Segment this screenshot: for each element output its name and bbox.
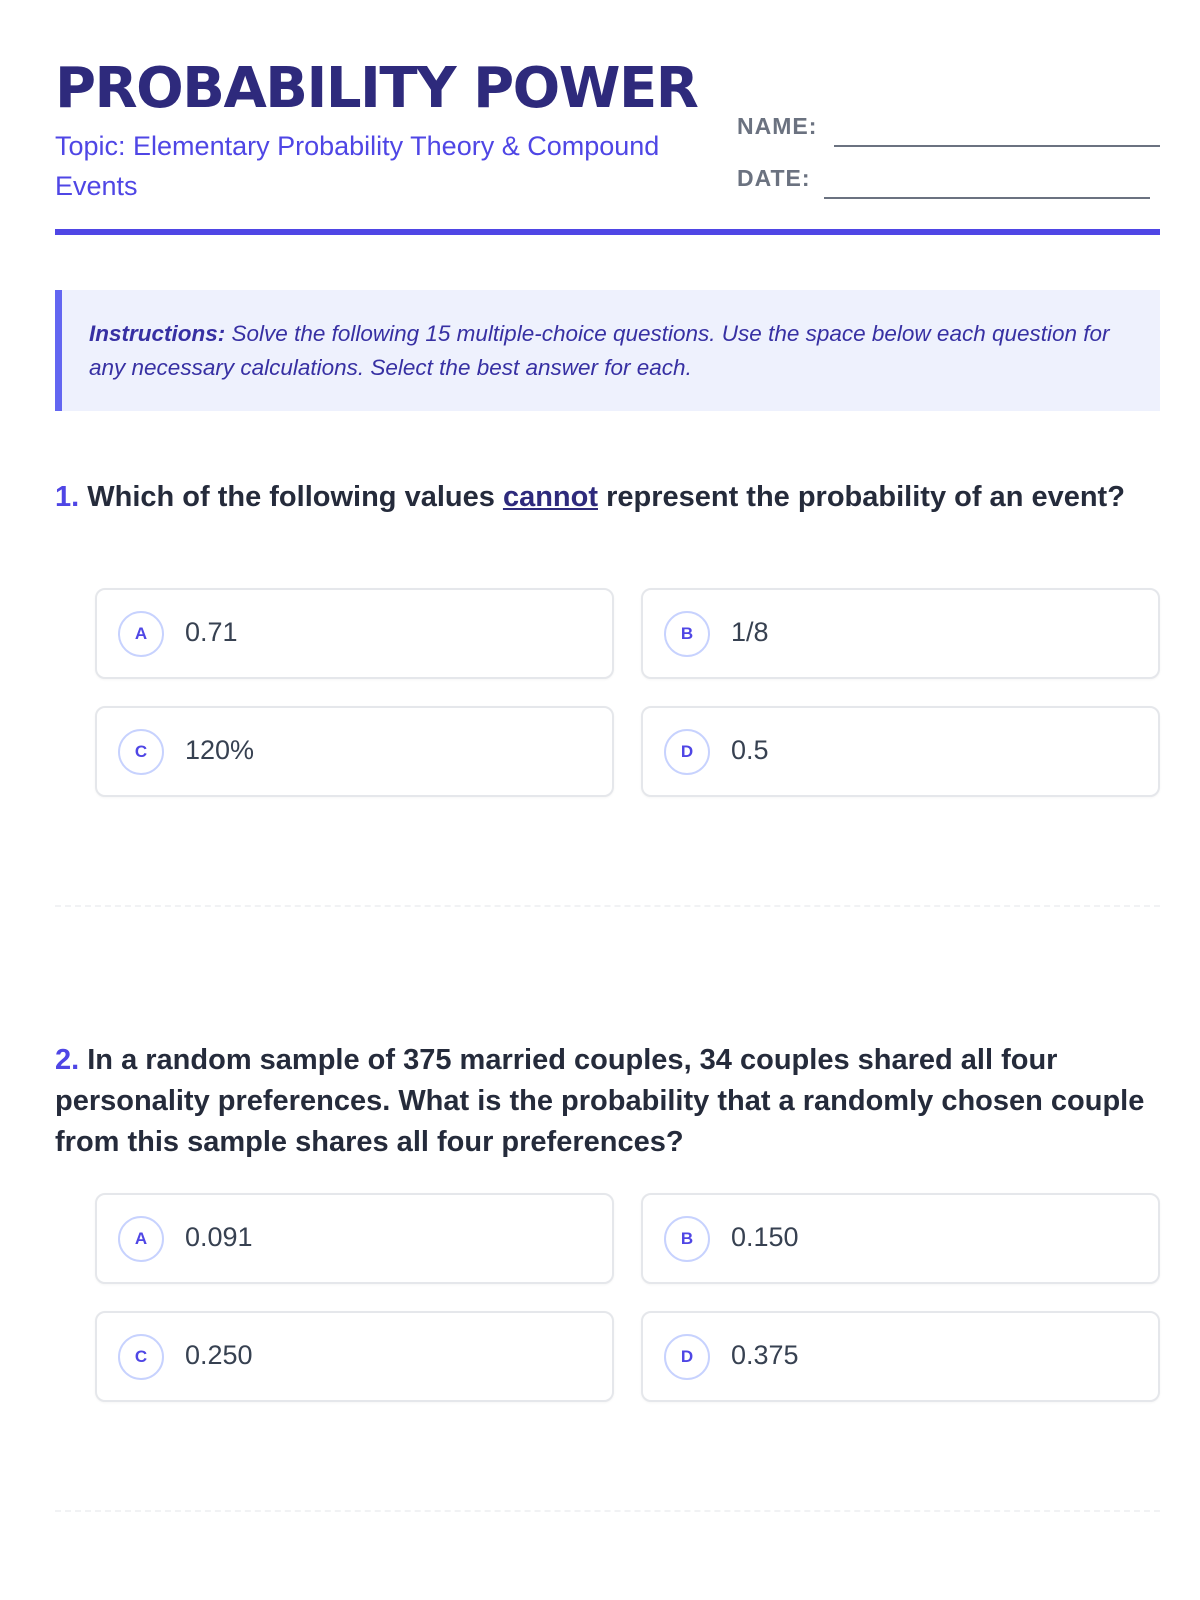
- question-2-option-a[interactable]: [95, 1193, 614, 1284]
- worksheet-topic: Topic: Elementary Probability Theory & Compound Events: [55, 131, 660, 201]
- option-letter-a: A: [118, 1216, 164, 1262]
- option-text-d: 0.375: [731, 1340, 799, 1370]
- question-2-option-c[interactable]: [95, 1311, 614, 1402]
- option-text-c: 0.250: [185, 1340, 253, 1370]
- question-1-option-d[interactable]: [641, 706, 1160, 797]
- worksheet-title: PROBABILITY POWER: [55, 56, 698, 121]
- question-1-option-c[interactable]: [95, 706, 614, 797]
- question-1-text-after: represent the probability of an event?: [606, 481, 1125, 513]
- option-letter-b: B: [664, 1216, 710, 1262]
- instructions-box: [55, 290, 1160, 411]
- question-1-work-divider: [55, 905, 1160, 907]
- header-divider: [55, 229, 1160, 235]
- name-line[interactable]: [834, 145, 1160, 147]
- option-letter-d: D: [664, 729, 710, 775]
- option-text-b: 1/8: [731, 617, 769, 647]
- instructions-lead: Instructions:: [89, 321, 226, 346]
- worksheet-page: [55, 0, 1160, 1600]
- question-1-number: 1.: [55, 481, 80, 513]
- name-label: NAME:: [737, 113, 818, 139]
- option-letter-d: D: [664, 1334, 710, 1380]
- name-field[interactable]: [737, 107, 1160, 147]
- option-letter-b: B: [664, 611, 710, 657]
- question-2-option-d[interactable]: [641, 1311, 1160, 1402]
- option-letter-a: A: [118, 611, 164, 657]
- option-letter-c: C: [118, 1334, 164, 1380]
- option-text-c: 120%: [185, 735, 255, 765]
- question-1-text: [55, 477, 1160, 518]
- worksheet-header: [55, 52, 1160, 237]
- option-text-d: 0.5: [731, 735, 769, 765]
- question-2-option-b[interactable]: [641, 1193, 1160, 1284]
- question-1-emphasis: cannot: [502, 481, 598, 513]
- date-label: DATE:: [737, 165, 811, 191]
- question-2-body: In a random sample of 375 married couples, 34 couples shared all four personality preferences. What is the probability that a randomly chosen couple from this sample shares all four preferences?: [55, 1044, 1145, 1158]
- question-2-number: 2.: [55, 1044, 80, 1076]
- question-2-work-divider: [55, 1510, 1160, 1512]
- question-1: [55, 477, 1160, 907]
- date-line[interactable]: [824, 197, 1150, 199]
- option-letter-c: C: [118, 729, 164, 775]
- question-2: [55, 1040, 1160, 1520]
- question-1-text-before: Which of the following values: [87, 481, 495, 513]
- date-field[interactable]: [737, 159, 1160, 199]
- option-text-a: 0.091: [185, 1222, 253, 1252]
- question-1-option-a[interactable]: [95, 588, 614, 679]
- option-text-a: 0.71: [185, 617, 238, 647]
- option-text-b: 0.150: [731, 1222, 799, 1252]
- question-2-text: [55, 1040, 1160, 1163]
- instructions-text: Solve the following 15 multiple-choice questions. Use the space below each question for any necessary calculations. Select the best answer for each.: [89, 321, 1110, 380]
- question-1-option-b[interactable]: [641, 588, 1160, 679]
